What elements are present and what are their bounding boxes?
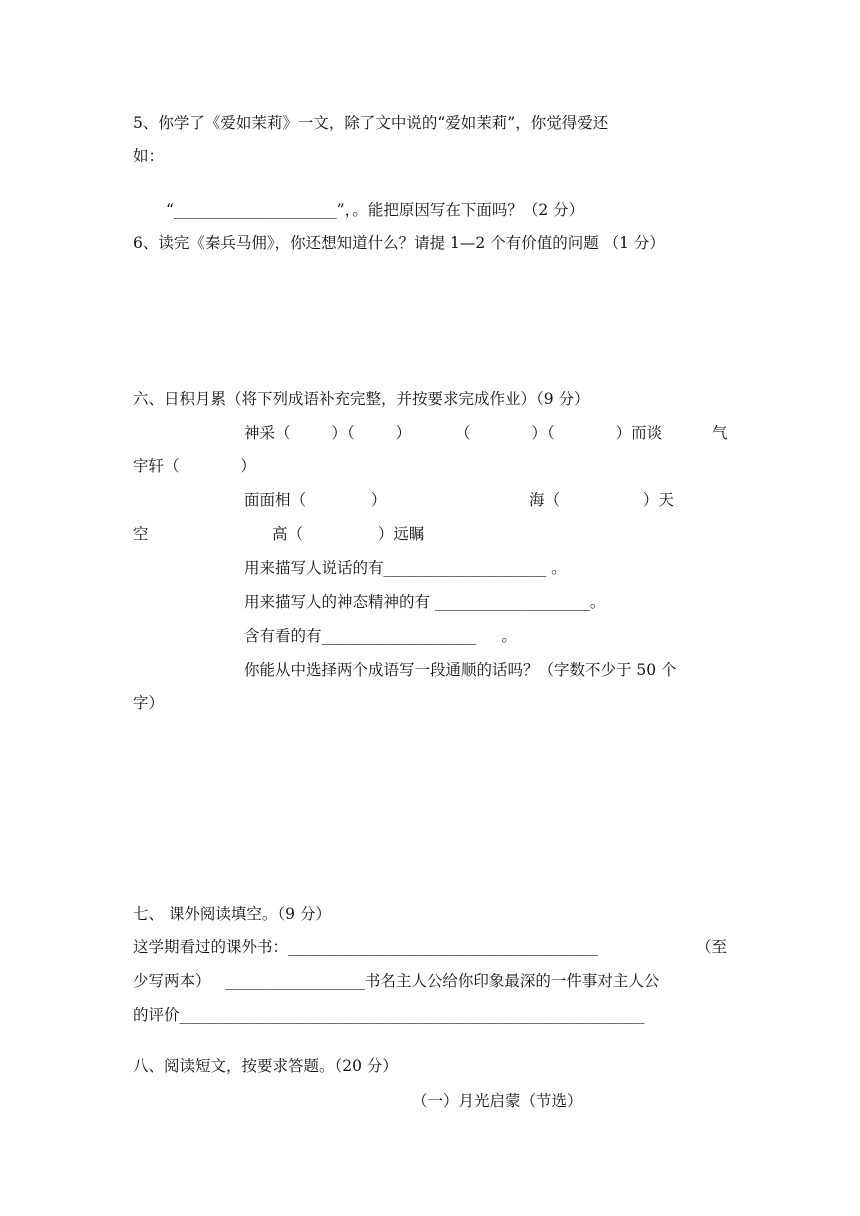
books-line-end: （至 [696, 938, 728, 956]
reading-passage-title: （一）月光启蒙（节选） [412, 1092, 583, 1110]
books-line-2: 少写两本） __________________书名主人公给你印象最深的一件事对主人公 [133, 972, 660, 990]
idiom-row-1c: 气 [712, 424, 728, 442]
look-idioms-line: 含有看的有____________________ 。 [244, 627, 517, 645]
books-line: 这学期看过的课外书：________________________________________ [133, 938, 599, 956]
q6-line-1: 6、读完《秦兵马佣》，你还想知道什么？请提 1—2 个有价值的问题 （1 分） [133, 234, 665, 252]
q5-answer-line: “_____________________”，。能把原因写在下面吗？（2 分） [166, 201, 585, 219]
paragraph-prompt: 你能从中选择两个成语写一段通顺的话吗？（字数不少于 50 个 [244, 661, 677, 679]
idiom-row-3b: 海（ ）天 [529, 491, 674, 509]
idiom-row-1b: （ ）（ ）而谈 [455, 424, 663, 442]
section-6-title: 六、日积月累（将下列成语补充完整，并按要求完成作业）（9 分） [133, 390, 590, 408]
section-7-title: 七、 课外阅读填空。（9 分） [133, 905, 331, 923]
q5-line-2: 如： [133, 147, 165, 165]
spirit-idioms-line: 用来描写人的神态精神的有 ____________________。 [244, 593, 606, 611]
q5-line-1: 5、你学了《爱如茉莉》一文，除了文中说的“爱如茉莉”，你觉得爱还 [133, 114, 609, 132]
section-8-title: 八、阅读短文，按要求答题。（20 分） [133, 1057, 398, 1075]
idiom-row-4b: 高（ ）远瞩 [272, 525, 425, 543]
idiom-row-3a: 面面相（ ） [244, 491, 387, 509]
idiom-row-1a: 神采（ ）（ ） [244, 424, 412, 442]
paragraph-prompt-cont: 字） [133, 694, 165, 712]
idiom-row-2: 宇轩（ ） [133, 457, 256, 475]
speech-idioms-line: 用来描写人说话的有_____________________ 。 [244, 559, 567, 577]
idiom-row-4a: 空 [133, 525, 149, 543]
books-line-3: 的评价____________________________________________________________ [133, 1006, 645, 1024]
